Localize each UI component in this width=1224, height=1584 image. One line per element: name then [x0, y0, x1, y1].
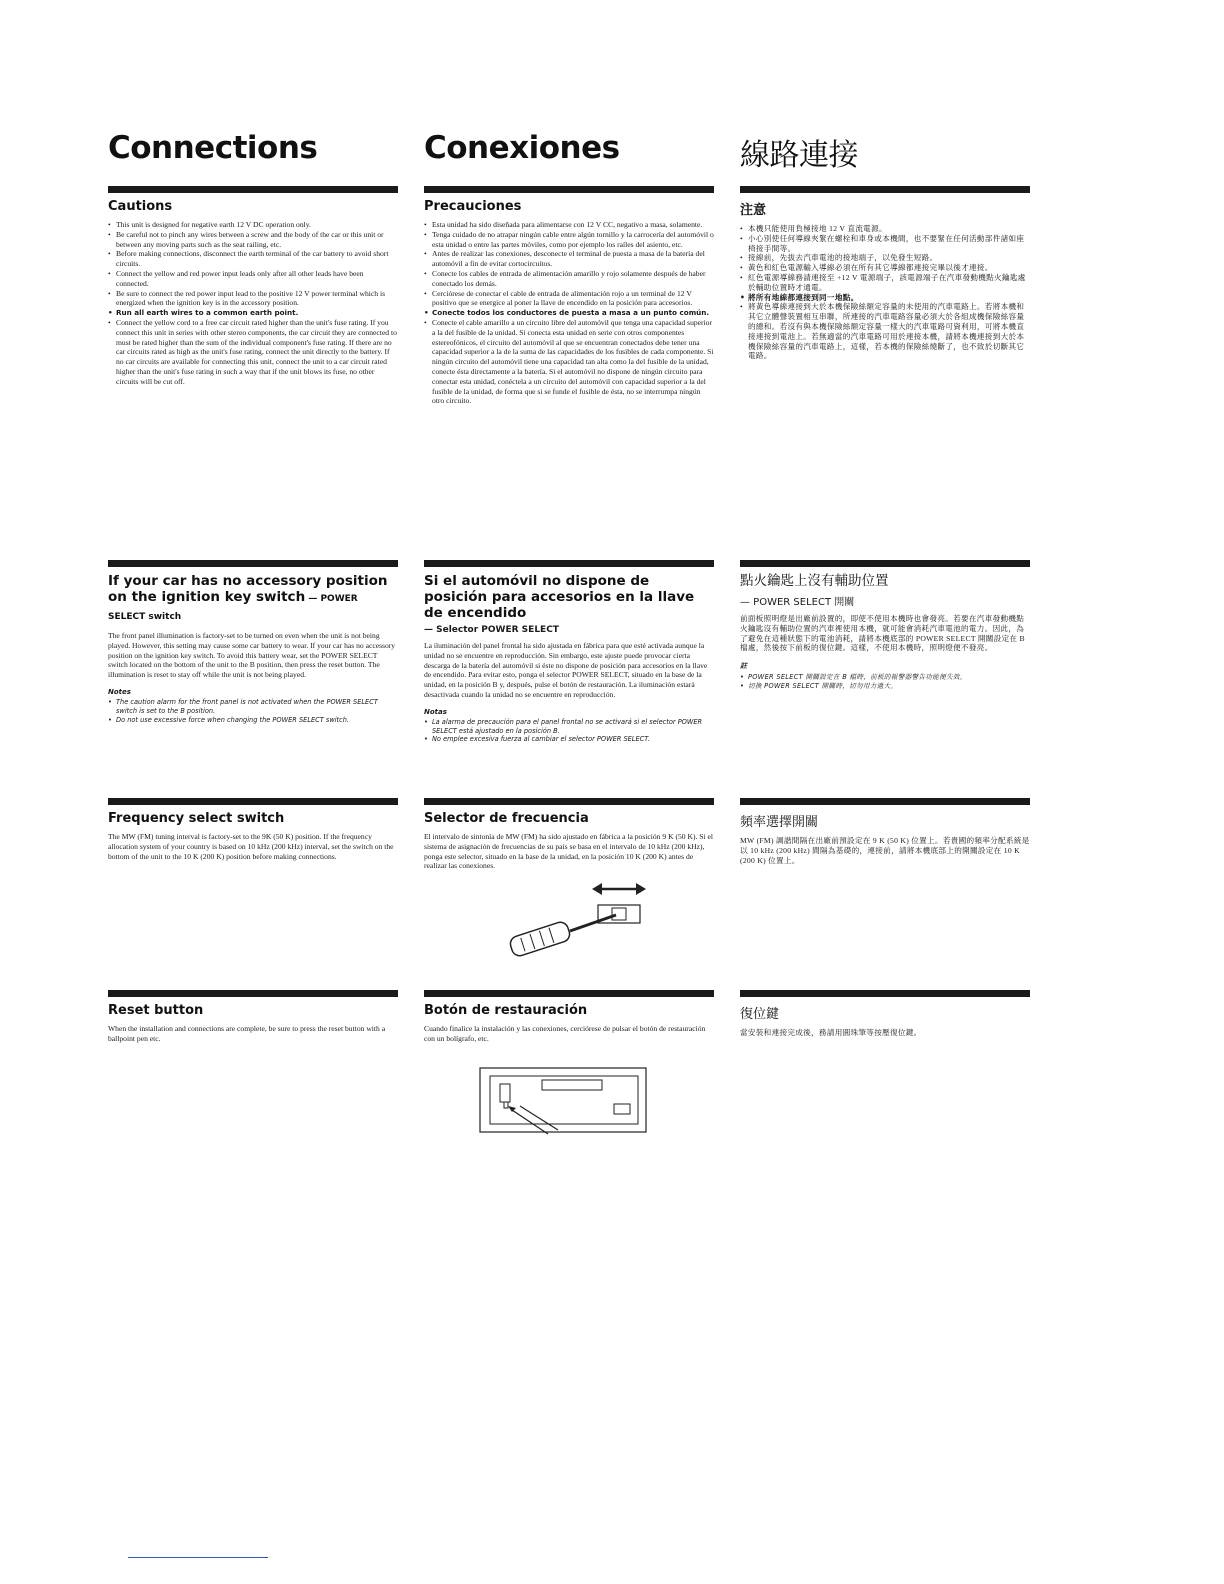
list-item: • Be sure to connect the red power input lead to the positive 12 V power terminal which is energized when the ignition key is in the accessory position. [108, 289, 398, 309]
section-rule [108, 560, 398, 567]
list-item: • This unit is designed for negative earth 12 V DC operation only. [108, 220, 398, 230]
reset-heading: Botón de restauración [424, 1003, 588, 1018]
note-item: • La alarma de precaución para el panel frontal no se activará si el selector POWER SELECT está ajustado en la posición B. [424, 718, 714, 736]
accessory-subheading: — Selector POWER SELECT [424, 625, 559, 635]
section-rule [108, 186, 398, 193]
frequency-section-es [424, 798, 714, 959]
reset-section-en [108, 990, 398, 1044]
note-item: • No emplee excesiva fuerza al cambiar el selector POWER SELECT. [424, 735, 714, 744]
accessory-subheading: — POWER SELECT 開關 [740, 597, 855, 608]
cautions-heading: Cautions [108, 199, 173, 214]
list-item: • Connect the yellow cord to a free car circuit rated higher than the unit's fuse rating. If you connect this unit in series with other stereo components, the car circuit they are connected to must be rated higher than the sum of the individual component's fuse rating. If there are no car circuits rated as high as the unit's fuse rating, connect the unit directly to the battery. If no car circuits are available for connecting this unit, connect the unit to a car circuit rated higher than the unit's fuse rating in such a way that if the unit blows its fuse, no other circuits will be cut off. [108, 318, 398, 387]
section-rule [740, 186, 1030, 193]
cautions-heading: Precauciones [424, 199, 522, 214]
reset-section-es [424, 990, 714, 1136]
accessory-heading-switch: — POWER SELECT switch [108, 594, 358, 622]
list-item: • Run all earth wires to a common earth point. [108, 308, 398, 318]
list-item: • Conecte los cables de entrada de alimentación amarillo y rojo solamente después de haber conectado los demás. [424, 269, 714, 289]
list-item: • 本機只能使用負極接地 12 V 直流電源。 [740, 224, 1030, 234]
list-item: • Be careful not to pinch any wires between a screw and the body of the car or this unit or between any moving parts such as the seat railing, etc. [108, 230, 398, 250]
accessory-section-es [424, 560, 714, 744]
list-item: • 將黃色導線連接到大於本機保險絲額定容量的未使用的汽車電路上。若將本機和其它立體聲裝置相互串聯，所連接的汽車電路容量必須大於各組成機保險絲容量的總和。若沒有與本機保險絲額定容量一樣大的汽車電路可資利用，可將本機直接連接到電池上。若無適當的汽車電路可用於連接本機，請將本機連接到大於本機保險絲容量的汽車電路上，這樣，若本機的保險絲燒斷了，也不致於切斷其它電路。 [740, 302, 1030, 361]
accessory-body: La iluminación del panel frontal ha sido ajustada en fábrica para que esté activada aunque la unidad no se encuentre en reproducción. Sin embargo, este ajuste puede provocar cierta descarga de la batería del automóvil si éste no dispone de posición para accesorios en la llave de encendido. Para evitar esto, ponga el selector POWER SELECT, situado en la base de la unidad, en la posición B y, después, pulse el botón de restauración. La iluminación estará desactivada cuando la unidad no se encuentre en reproducción. [424, 641, 708, 699]
frequency-heading: Selector de frecuencia [424, 811, 589, 826]
accessory-heading: 點火鑰匙上沒有輔助位置 [740, 573, 889, 589]
accessory-section-zh [740, 560, 1030, 691]
reset-button-illustration-icon [478, 1066, 714, 1136]
accessory-body: 前面板照明燈是出廠前設置的，即使不使用本機時也會發亮。若要在汽車發動機點火鑰匙沒有輔助位置的汽車裡使用本機，就可能會消耗汽車電池的電力。因此，為了避免在這種狀態下的電池消耗，請將本機底部的 POWER SELECT 開關設定在 B 檔處，然後按下前板的復位鍵。這樣，不使用本機時，照明燈便不發亮。 [740, 614, 1025, 653]
section-rule [108, 990, 398, 997]
screwdriver-switch-illustration-icon [478, 879, 714, 959]
cautions-section-es [424, 186, 714, 406]
reset-body: 當安裝和連接完成後，務請用圓珠筆等按壓復位鍵。 [740, 1028, 922, 1037]
reset-body: Cuando finalice la instalación y las conexiones, cerciórese de pulsar el botón de restauración con un bolígrafo, etc. [424, 1024, 706, 1043]
section-rule [740, 560, 1030, 567]
notes-list [424, 718, 714, 744]
section-rule [740, 990, 1030, 997]
accessory-section-en [108, 560, 398, 724]
notes-heading: 註 [740, 662, 747, 671]
cautions-list [108, 220, 398, 387]
note-item: • The caution alarm for the front panel is not activated when the POWER SELECT switch is set to the B position. [108, 698, 398, 716]
section-rule [424, 560, 714, 567]
cautions-list [424, 220, 714, 406]
list-item: • Esta unidad ha sido diseñada para alimentarse con 12 V CC, negativo a masa, solamente. [424, 220, 714, 230]
page-title-en: Connections [108, 130, 318, 166]
accessory-body: The front panel illumination is factory-set to be turned on even when the unit is not being played. However, this setting may cause some car battery to wear. If your car has no accessory position on the ignition key switch. To avoid this battery wear, set the POWER SELECT switch located on the bottom of the unit to the B position, then press the reset button. The illumination is reset to stay off while the unit is not being played. [108, 631, 396, 680]
page-title-zh: 線路連接 [740, 138, 858, 173]
accessory-heading-text: If your car has no accessory position on the ignition key switch [108, 573, 388, 605]
section-rule [424, 798, 714, 805]
list-item: • 紅色電源導線務請連接至 +12 V 電源端子，該電源端子在汽車發動機點火鑰匙處於輔助位置時才通電。 [740, 273, 1030, 293]
section-rule [108, 798, 398, 805]
section-rule [424, 990, 714, 997]
reset-heading: 復位鍵 [740, 1007, 780, 1022]
list-item: • Tenga cuidado de no atrapar ningún cable entre algún tornillo y la carrocería del automóvil o esta unidad o entre las partes móviles, como por ejemplo los raíles del asiento, etc. [424, 230, 714, 250]
list-item: • Cerciórese de conectar el cable de entrada de alimentación rojo a un terminal de 12 V positivo que se energice al poner la llave de encendido en la posición para accesorios. [424, 289, 714, 309]
reset-body: When the installation and connections are complete, be sure to press the reset button with a ballpoint pen etc. [108, 1024, 386, 1043]
frequency-body: The MW (FM) tuning interval is factory-set to the 9K (50 K) position. If the frequency allocation system of your country is based on 10 kHz (200 kHz) interval, set the switch on the bottom of the unit to the 10 K (200 K) position before making connections. [108, 832, 394, 861]
notes-heading: Notas [424, 707, 447, 716]
cautions-list [740, 224, 1030, 361]
frequency-section-en [108, 798, 398, 861]
frequency-section-zh [740, 798, 1030, 865]
reset-heading: Reset button [108, 1003, 204, 1018]
notes-list [108, 698, 398, 724]
list-item: • 黃色和紅色電源輸入導線必須在所有其它導線都連接完畢以後才連接。 [740, 263, 1030, 273]
list-item: • 將所有地線都連接到同一地點。 [740, 293, 1030, 303]
list-item: • Antes de realizar las conexiones, desconecte el terminal de puesta a masa de la batería del automóvil a fin de evitar cortocircuitos. [424, 249, 714, 269]
section-rule [424, 186, 714, 193]
note-item: • POWER SELECT 開關設定在 B 檔時，前板的報警器警告功能便失效。 [740, 673, 1030, 682]
list-item: • Conecte el cable amarillo a un circuito libre del automóvil que tenga una capacidad superior a la del fusible de la unidad. Si conecta esta unidad en serie con otros componentes estereofónicos, el circuito del automóvil al que se encuentran conectados debe tener una capacidad superior a la de la suma de las capacidades de los fusibles de cada componente. Si ningún circuito del automóvil tiene una capacidad tan alta como la del fusible de la unidad, conecte ésta directamente a la batería. Si el automóvil no dispone de ningún circuito para conectar esta unidad, conéctela a un circuito del automóvil con capacidad superior a la del fusible de la unidad, de forma que si se funde el fusible de ésta, no se interrumpa ningún otro circuito. [424, 318, 714, 406]
cautions-section-en [108, 186, 398, 387]
page-title-es: Conexiones [424, 130, 620, 166]
list-item: • 小心別使任何導線夾緊在螺栓和車身或本機間，也不要緊在任何活動部件諸如座椅接手間等。 [740, 234, 1030, 254]
accessory-heading [108, 573, 398, 625]
frequency-body: MW (FM) 調諧間隔在出廠前預設定在 9 K (50 K) 位置上。若貴國的頻率分配系統是以 10 kHz (200 kHz) 間隔為基礎的，連接前，請將本機底部上的開關設定在 10 K (200 K) 位置上。 [740, 836, 1030, 865]
notes-heading: Notes [108, 687, 131, 696]
list-item: • Before making connections, disconnect the earth terminal of the car battery to avoid short circuits. [108, 249, 398, 269]
list-item: • Conecte todos los conductores de puesta a masa a un punto común. [424, 308, 714, 318]
frequency-heading: 頻率選擇開關 [740, 815, 819, 830]
cautions-section-zh [740, 186, 1030, 361]
accessory-heading: Si el automóvil no dispone de posición para accesorios en la llave de encendido [424, 573, 695, 621]
note-item: • 切換 POWER SELECT 開關時，切勿用力過大。 [740, 682, 1030, 691]
list-item: • Connect the yellow and red power input leads only after all other leads have been connected. [108, 269, 398, 289]
list-item: • 接線前，先拔去汽車電池的接地端子，以免發生短路。 [740, 253, 1030, 263]
cautions-heading: 注意 [740, 203, 767, 218]
footer-line [128, 1557, 268, 1558]
notes-list [740, 673, 1030, 691]
note-item: • Do not use excessive force when changing the POWER SELECT switch. [108, 716, 398, 725]
reset-section-zh [740, 990, 1030, 1038]
frequency-body: El intervalo de sintonía de MW (FM) ha sido ajustado en fábrica a la posición 9 K (50 K). Si el sistema de asignación de frecuencias de su país se basa en el intervalo de 10 kHz (200 kHz), ponga este selector, situado en la base de la unidad, en la posición 10 K (200 K) antes de realizar las conexiones. [424, 832, 713, 871]
frequency-heading: Frequency select switch [108, 811, 285, 826]
section-rule [740, 798, 1030, 805]
